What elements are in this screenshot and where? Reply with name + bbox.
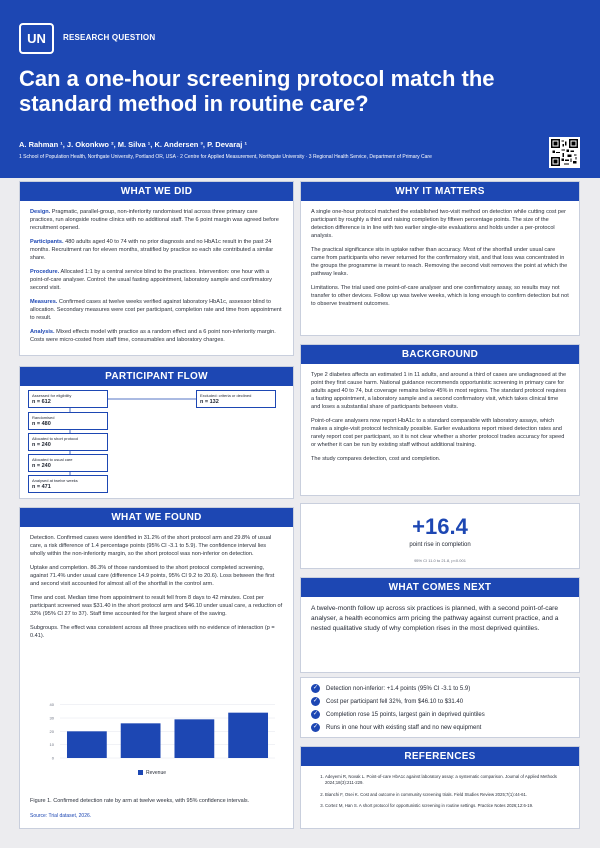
what-comes-next-panel [300, 577, 580, 673]
results-paragraph: Uptake and completion. 86.3% of those randomised to the short protocol completed screening, against 71.4% under usual care (difference 14.9 points, 95% CI 9.2 to 20.6). Loss between the first and second visit accounted for almost all of the shortfall in the control arm. [30, 565, 275, 587]
methods-paragraph: Analysis. Mixed effects model with practice as a random effect and a 6 point non-inferiority margin. Costs were micro-costed from staff time, consumables and laboratory charges. [30, 329, 276, 343]
affiliations: 1 School of Population Health, Northgate University, Portland OR, USA · 2 Centre for Applied Measurement, Northgate University · 3 Regional Health Service, Department of Primary Care [19, 154, 432, 160]
what-we-found-panel [19, 507, 294, 829]
author-list: A. Rahman ¹, J. Okonkwo ², M. Silva ¹, K. Andersen ³, P. Devaraj ¹ [19, 140, 247, 149]
chart-bar [121, 723, 161, 758]
background-paragraph: Point-of-care analysers now report HbA1c to a standard comparable with laboratory assays, which makes a single-visit protocol technically possible. Earlier evaluations report mixed detection rates and rarely report cost per participant, so it is not clear whether a shorter protocol trades accuracy for speed or whether it can be run by existing staff without additional training. [311, 418, 565, 448]
key-findings-list [301, 678, 579, 743]
y-tick-label: 40 [49, 702, 54, 708]
reference-item: 2. Bianchi F, Osei K. Cost and outcome in community screening trials. Field Studies Review 2025;7(1):44-61. [325, 792, 567, 798]
legend-swatch [138, 770, 143, 775]
reference-item: 3. Cortez M, Han S. A short protocol for opportunistic screening in routine settings. Practice Notes 2026;12:6-19. [325, 803, 567, 809]
flow-box-randomised: Randomised n = 480 [28, 412, 108, 430]
check-icon: ✓ [312, 711, 319, 717]
discussion-paragraph: A single one-hour protocol matched the established two-visit method on detection while cutting cost per participant by roughly a third and raising completion by fifteen percentage points. The size of the detection difference is in line with two earlier single-site evaluations and holds under a per-protocol analysis. [311, 209, 566, 239]
methods-paragraph: Participants. 480 adults aged 40 to 74 with no prior diagnosis and no HbA1c result in the past 24 months. Recruitment ran for eleven months, stratified by practice so each site contributed a similar share. [30, 239, 274, 261]
reference-list [301, 766, 579, 822]
section-title: WHY IT MATTERS [301, 182, 579, 201]
section-title: WHAT WE FOUND [20, 508, 293, 527]
results-paragraph: Detection. Confirmed cases were identified in 31.2% of the short protocol arm and 29.8% of usual care, a risk difference of 1.4 percentage points (95% CI -3.1 to 5.9). The confidence interval lies wholly within the non-inferiority margin, so the short protocol was non-inferior on detection. [30, 535, 272, 557]
key-stat-value: +16.4 [412, 514, 468, 539]
methods-text [20, 201, 293, 357]
flow-box-analysed: Analysed at twelve weeks n = 471 [28, 475, 108, 493]
check-icon: ✓ [312, 724, 319, 730]
key-finding-item: ✓ Detection non-inferior: +1.4 points (95% CI -3.1 to 5.9) [312, 685, 471, 692]
results-text [20, 527, 293, 653]
discussion-paragraph: The practical significance sits in uptake rather than accuracy. Most of the shortfall under usual care came from participants who never returned for the confirmatory visit, and that loss was concentrated in the groups the programme is meant to reach. Removing the second visit removes the point at which the pathway leaks. [311, 247, 568, 277]
flow-box-assessed: Assessed for eligibility n = 612 [28, 390, 108, 408]
why-it-matters-panel [300, 181, 580, 336]
discussion-paragraph: Limitations. The trial used one point-of-care analyser and one confirmatory assay, so results may not transfer to other devices. Follow up was twelve weeks, which is long enough to confirm detection but not to observe treatment outcomes. [311, 285, 569, 307]
key-finding-item: ✓ Completion rose 15 points, largest gain in deprived quintiles [312, 711, 485, 718]
results-paragraph: Time and cost. Median time from appointment to result fell from 8 days to 42 minutes. Cost per participant screened was $31.40 in the short protocol arm and $46.10 under usual care, a reduction of 32% (95% CI 27 to 37). Staff time accounted for the largest share of the saving. [30, 595, 283, 617]
flow-box-usual-care: Allocated to usual care n = 240 [28, 454, 108, 472]
references-panel [300, 746, 580, 829]
qr-code-icon[interactable] [549, 137, 580, 168]
methods-paragraph: Measures. Confirmed cases at twelve weeks verified against laboratory HbA1c, assessor blind to allocation. Secondary measures were cost per participant, completion rate and time from appointment to result. [30, 299, 282, 321]
what-we-did-panel [19, 181, 294, 356]
participant-flow-panel [19, 366, 294, 499]
section-tag: RESEARCH QUESTION [63, 33, 156, 42]
y-tick-label: 30 [49, 715, 54, 721]
chart-bar [174, 719, 214, 758]
flow-box-short-protocol: Allocated to short protocol n = 240 [28, 433, 108, 451]
methods-paragraph: Design. Pragmatic, parallel-group, non-inferiority randomised trial across three primary care practices, run alongside routine clinics with no additional staff. The 6 point margin was agreed before recruitment opened. [30, 209, 279, 231]
key-stat-caption: point rise in completion [409, 542, 471, 548]
methods-paragraph: Procedure. Allocated 1:1 by a central service blind to the practices. Intervention: one hour with a point-of-care analyser. Control: the usual fasting appointment, laboratory sample and confirmatory second visit. [30, 269, 272, 291]
reference-item: 1. Adeyemi R, Novak L. Point-of-care HbA1c against laboratory assay: a systematic comparison. Journal of Applied Methods 2024;18(3):211-229. [325, 774, 567, 787]
background-panel [300, 344, 580, 496]
results-paragraph: Subgroups. The effect was consistent across all three practices with no evidence of interaction (p = 0.41). [30, 625, 275, 639]
key-finding-item: ✓ Runs in one hour with existing staff and no new equipment [312, 724, 482, 731]
chart-bar [228, 713, 268, 758]
y-tick-label: 0 [51, 755, 54, 761]
section-title: PARTICIPANT FLOW [20, 367, 293, 386]
y-tick-label: 20 [49, 728, 54, 734]
key-finding-item: ✓ Cost per participant fell 32%, from $46.10 to $31.40 [312, 698, 464, 705]
section-title: BACKGROUND [301, 345, 579, 364]
background-paragraph: The study compares detection, cost and completion. [311, 456, 441, 462]
key-stat-ci: 95% CI 11.0 to 21.8, p<0.001 [414, 558, 466, 563]
poster-header [0, 0, 600, 178]
figure-source: Source: Trial dataset, 2026. [30, 813, 92, 819]
background-text [301, 364, 579, 476]
flow-box-excluded: Excluded: criteria or declined n = 132 [196, 390, 276, 408]
check-icon: ✓ [312, 685, 319, 691]
university-logo: UN [19, 23, 54, 54]
section-title: WHAT COMES NEXT [301, 578, 579, 597]
key-stat-panel [300, 503, 580, 569]
legend-label: Revenue [146, 770, 167, 776]
chart-bar [67, 731, 107, 758]
y-tick-label: 10 [49, 742, 54, 748]
key-findings-panel [300, 677, 580, 738]
poster-title: Can a one-hour screening protocol match the standard method in routine care? [19, 66, 495, 116]
section-title: WHAT WE DID [20, 182, 293, 201]
next-steps-text: A twelve-month follow up across six practices is planned, with a second point-of-care analyser, a health economics arm pricing the pathway against current practice, and a nested qualitative study of why completion rises in the most deprived quintiles. [311, 605, 559, 632]
check-icon: ✓ [312, 698, 319, 704]
background-paragraph: Type 2 diabetes affects an estimated 1 in 11 adults, and around a third of cases are undiagnosed at the point they first cause harm. National guidance recommends opportunistic screening in primary care for adults aged 40 to 74, but coverage remains below 45% in most regions. The standard protocol requires a fasting appointment, a laboratory sample and a second confirmatory visit, which takes clinical time and loses a substantial share of participants between visits. [311, 372, 567, 410]
discussion-text [301, 201, 579, 321]
section-title: REFERENCES [301, 747, 579, 766]
detection-bar-chart [30, 693, 285, 786]
figure-caption: Figure 1. Confirmed detection rate by arm at twelve weeks, with 95% confidence intervals. [30, 798, 250, 804]
